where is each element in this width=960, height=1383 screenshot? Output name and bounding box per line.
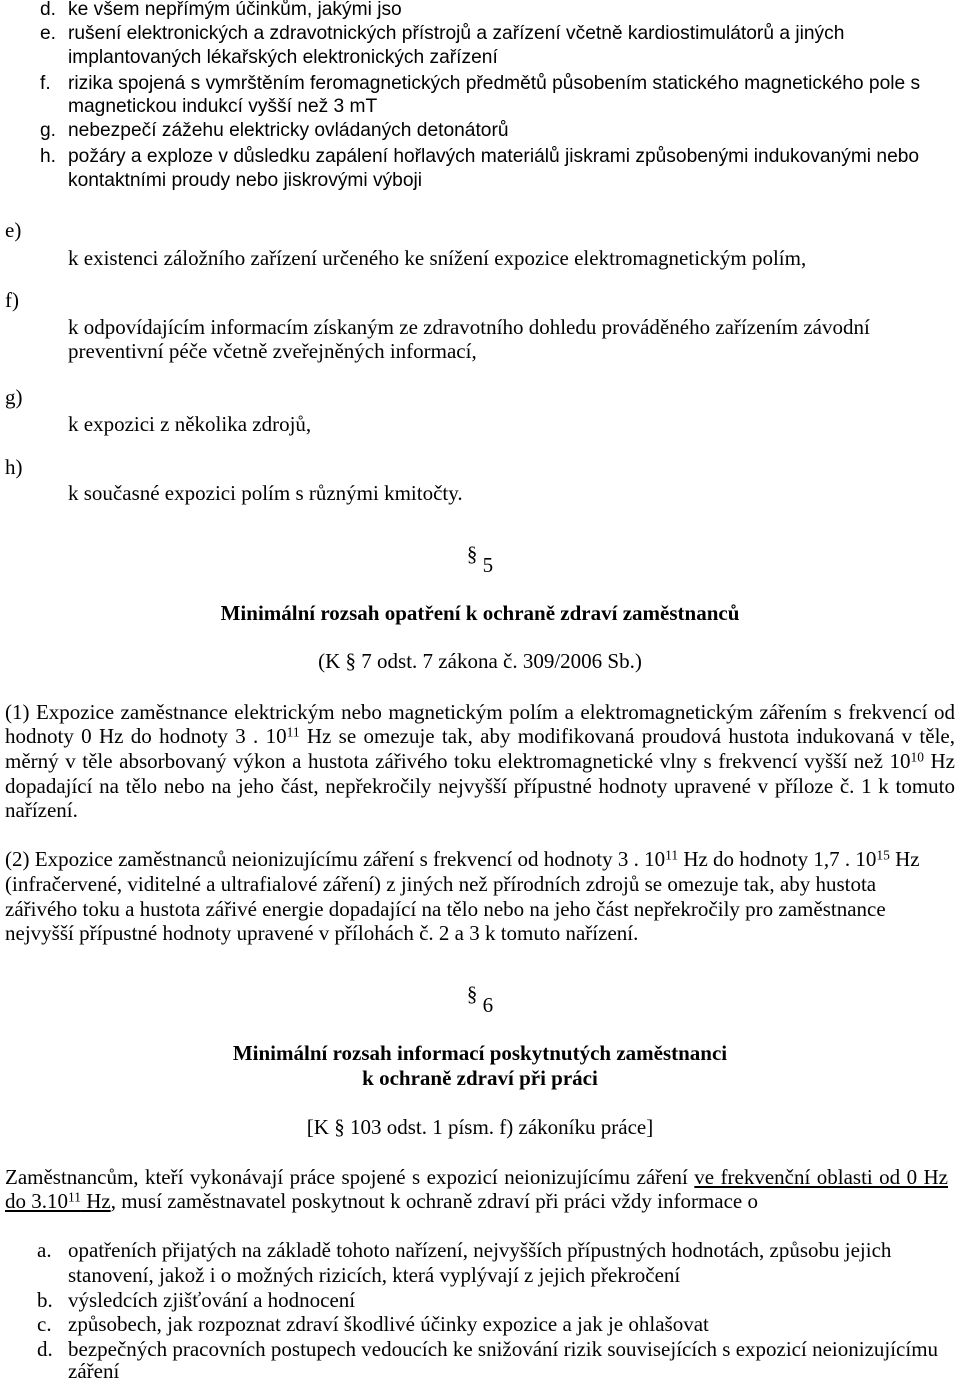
- legal-reference: [K § 103 odst. 1 písm. f) zákoníku práce]: [306, 1115, 654, 1139]
- section-6-heading: [0, 982, 960, 1017]
- paragraph-line: (1) Expozice zaměstnance elektrickým nebo magnetickým polím a elektromagnetickým zářením s frekvencí od: [5, 700, 955, 724]
- section-5-heading: [0, 542, 960, 577]
- item-marker: h): [5, 455, 23, 479]
- list-item-marker: e.: [40, 23, 57, 44]
- superscript-exponent: 11: [286, 724, 300, 740]
- list-item-marker: f.: [40, 73, 51, 94]
- text-segment: , musí zaměstnavatel poskytnout k ochraně zdraví při práci vždy informace o: [110, 1189, 758, 1213]
- text-segment: Hz: [80, 1189, 111, 1213]
- list-item-text-line: nebezpečí zážehu elektricky ovládaných detonátorů: [68, 120, 509, 141]
- paragraph-line: [5, 751, 955, 771]
- section-title: k ochraně zdraví při práci: [362, 1066, 598, 1090]
- list-item-text-line: ke všem nepřímým účinkům, jakými jso: [68, 0, 402, 20]
- list-item-text-line: magnetickou indukcí vyšší než 3 mT: [68, 96, 378, 117]
- list-item-marker: d.: [37, 1337, 53, 1361]
- list-item-text-line: výsledcích zjišťování a hodnocení: [68, 1288, 356, 1312]
- legal-reference: (K § 7 odst. 7 zákona č. 309/2006 Sb.): [318, 649, 642, 673]
- paragraph-line: dopadající na tělo nebo na jeho část, nepřekročily nejvyšší přípustné hodnoty upravené v příloze č. 1 k tomuto: [5, 774, 955, 798]
- list-item-text-line: rušení elektronických a zdravotnických přístrojů a zařízení včetně kardiostimulátorů a jiných: [68, 23, 845, 44]
- paragraph-line: [5, 726, 955, 746]
- list-item-text-line: způsobech, jak rozpoznat zdraví škodlivé účinky expozice a jak je ohlašovat: [68, 1312, 709, 1336]
- section-number: 6: [482, 993, 494, 1017]
- text-segment: (2) Expozice zaměstnanců neionizujícímu záření s frekvencí od hodnoty 3 . 10: [5, 847, 666, 871]
- item-marker: f): [5, 288, 19, 312]
- text-segment: do 3.10: [5, 1189, 68, 1213]
- list-item-text-line: rizika spojená s vymrštěním feromagnetických předmětů působením statického magnetického pole s: [68, 73, 921, 94]
- text-segment: Hz se omezuje tak, aby modifikovaná proudová hustota indukovaná v těle,: [299, 724, 955, 748]
- item-text-line: k současné expozici polím s různými kmitočty.: [68, 481, 463, 505]
- section-title: Minimální rozsah opatření k ochraně zdraví zaměstnanců: [220, 601, 740, 625]
- list-item-text-line: záření: [68, 1359, 120, 1383]
- item-text-line: k existenci záložního zařízení určeného ke snížení expozice elektromagnetickým polím,: [68, 246, 807, 270]
- section-title: Minimální rozsah informací poskytnutých zaměstnanci: [232, 1041, 728, 1065]
- underlined-text: [5, 1189, 111, 1213]
- list-item-text-line: bezpečných pracovních postupech vedoucích ke snižování rizik souvisejících s expozicí neionizujícímu: [68, 1337, 939, 1361]
- list-item-marker: c.: [37, 1312, 52, 1336]
- text-segment: hodnoty 0 Hz do hodnoty 3 . 10: [5, 724, 287, 748]
- superscript-exponent: 11: [68, 1189, 81, 1205]
- item-text-line: k expozici z několika zdrojů,: [68, 412, 312, 436]
- text-segment: Hz: [923, 749, 955, 773]
- list-item-marker: b.: [37, 1288, 53, 1312]
- paragraph-line: zářivého toku a hustota zářivé energie dopadající na tělo nebo na jeho část nepřekročily pro zaměstnance: [5, 897, 886, 921]
- paragraph-line: nejvyšší přípustné hodnoty upravené v přílohách č. 2 a 3 k tomuto nařízení.: [5, 921, 639, 945]
- item-marker: g): [5, 385, 23, 409]
- superscript-exponent: 11: [665, 847, 679, 863]
- paragraph-line: nařízení.: [5, 798, 78, 822]
- list-item-marker: h.: [40, 146, 57, 167]
- list-item-text-line: kontaktními proudy nebo jiskrovými výboji: [68, 170, 423, 191]
- paragraph-line: [5, 1191, 758, 1211]
- list-item-marker: a.: [37, 1238, 52, 1262]
- paragraph-line: [5, 849, 920, 869]
- text-segment: Hz do hodnoty 1,7 . 10: [678, 847, 877, 871]
- text-segment: Zaměstnancům, kteří vykonávají práce spojené s expozicí neionizujícímu záření: [5, 1165, 695, 1189]
- section-sign: §: [466, 982, 478, 1006]
- paragraph-line: (infračervené, viditelné a ultrafialové záření) z jiných než přírodních zdrojů se omezuje tak, aby hustota: [5, 872, 877, 896]
- text-segment: měrný v těle absorbovaný výkon a hustota zářivého toku elektromagnetické vlny s frekvencí vyšší než 10: [5, 749, 911, 773]
- list-item-text-line: opatřeních přijatých na základě tohoto nařízení, nejvyšších přípustných hodnotách, způsobu jejich: [68, 1238, 892, 1262]
- section-sign: §: [466, 542, 478, 566]
- section-number: 5: [482, 553, 494, 577]
- list-item-text-line: požáry a exploze v důsledku zapálení hořlavých materiálů jiskrami způsobenými indukovanými nebo: [68, 146, 920, 167]
- superscript-exponent: 15: [876, 847, 890, 863]
- superscript-exponent: 10: [910, 749, 924, 765]
- item-text-line: k odpovídajícím informacím získaným ze zdravotního dohledu prováděného zařízením závodní: [68, 315, 870, 339]
- item-text-line: preventivní péče včetně zveřejněných informací,: [68, 339, 477, 363]
- item-marker: e): [5, 218, 22, 242]
- paragraph-line: [5, 1167, 948, 1187]
- list-item-marker: d.: [40, 0, 57, 20]
- text-segment: Hz: [889, 847, 920, 871]
- underlined-text: ve frekvenční oblasti od 0 Hz: [694, 1165, 948, 1189]
- list-item-marker: g.: [40, 120, 57, 141]
- list-item-text-line: stanovení, jakož i o možných rizicích, která vyplývají z jejich překročení: [68, 1263, 681, 1287]
- list-item-text-line: implantovaných lékařských elektronických zařízení: [68, 47, 498, 68]
